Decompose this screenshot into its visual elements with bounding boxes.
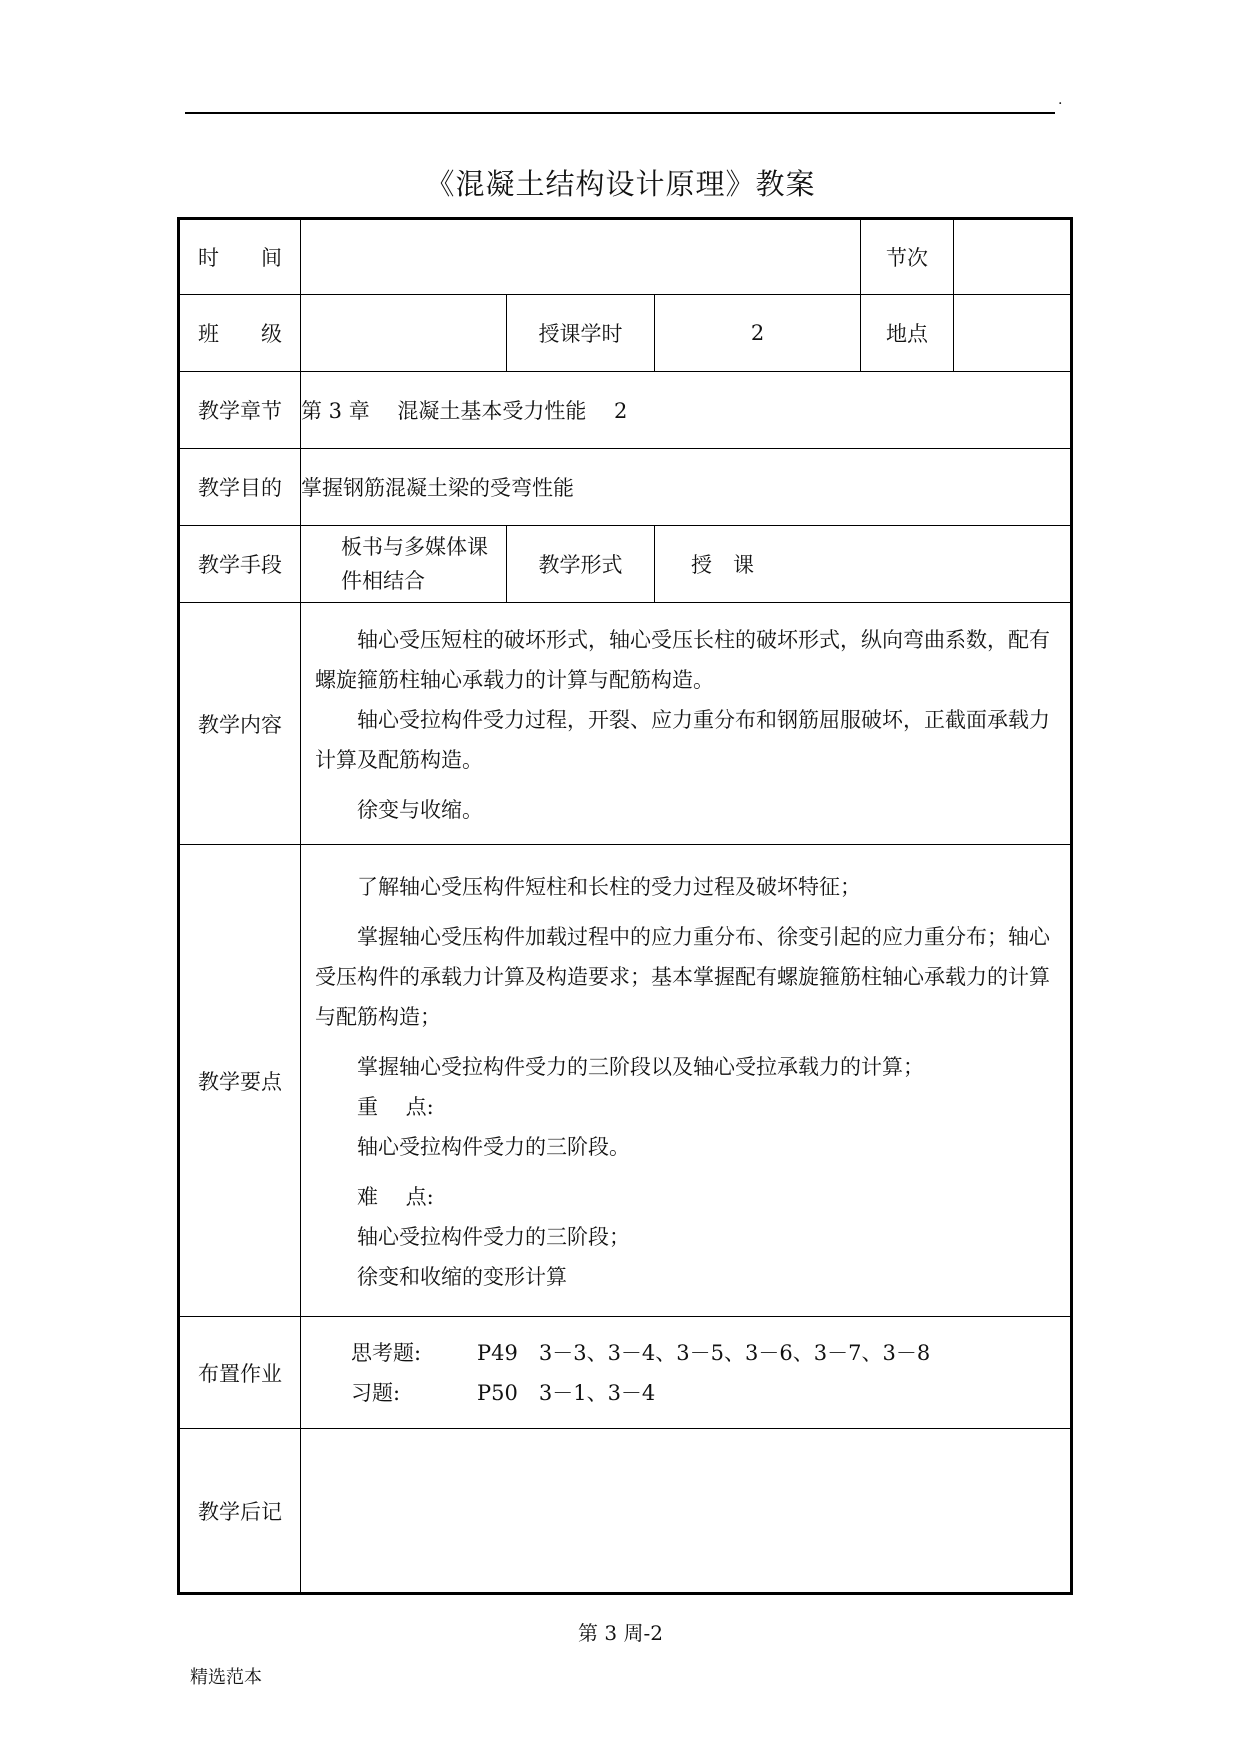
means-label: 教学手段 (179, 526, 301, 603)
think-label: 思考题: (351, 1340, 422, 1365)
homework-cell (301, 1317, 1072, 1429)
chapter-value[interactable]: 第 3 章 混凝土基本受力性能 2 (301, 372, 1072, 449)
think-value: P49 3－3、3－4、3－5、3－6、3－7、3－8 (477, 1340, 931, 1365)
goal-value[interactable]: 掌握钢筋混凝土梁的受弯性能 (301, 449, 1072, 526)
row-chapter (179, 372, 1072, 449)
keypoints-cell (301, 845, 1072, 1317)
goal-label: 教学目的 (179, 449, 301, 526)
difficult-point-value: 徐变和收缩的变形计算 (357, 1264, 567, 1289)
form-value[interactable]: 授 课 (655, 526, 1072, 603)
header-rule (185, 112, 1055, 114)
row-time (179, 219, 1072, 295)
header-dot: . (1058, 92, 1063, 108)
content-paragraph: 轴心受压短柱的破坏形式，轴心受压长柱的破坏形式，纵向弯曲系数，配有螺旋箍筋柱轴心承载力的计算与配筋构造。 (315, 627, 1050, 692)
means-value[interactable]: 板书与多媒体课件相结合 (301, 526, 507, 603)
keypoint-paragraph: 掌握轴心受拉构件受力的三阶段以及轴心受拉承载力的计算； (357, 1054, 924, 1079)
content-cell (301, 603, 1072, 845)
keypoints-label: 教学要点 (179, 845, 301, 1317)
notes-value[interactable] (301, 1429, 1072, 1594)
row-means (179, 526, 1072, 603)
keypoint-paragraph: 掌握轴心受压构件加载过程中的应力重分布、徐变引起的应力重分布；轴心受压构件的承载力计算及构造要求；基本掌握配有螺旋箍筋柱轴心承载力的计算与配筋构造； (315, 924, 1050, 1029)
keypoint-paragraph: 了解轴心受压构件短柱和长柱的受力过程及破坏特征； (357, 874, 861, 899)
section-value[interactable] (954, 219, 1072, 295)
content-label: 教学内容 (179, 603, 301, 845)
row-goal (179, 449, 1072, 526)
key-point-label: 重 点: (357, 1094, 434, 1119)
hours-value[interactable]: 2 (655, 295, 861, 372)
class-label: 班 级 (179, 295, 301, 372)
difficult-point-label: 难 点: (357, 1184, 434, 1209)
row-notes (179, 1429, 1072, 1594)
difficult-point-value: 轴心受拉构件受力的三阶段； (357, 1224, 630, 1249)
row-keypoints (179, 845, 1072, 1317)
content-paragraph: 徐变与收缩。 (357, 797, 483, 822)
exercise-value: P50 3－1、3－4 (477, 1380, 656, 1405)
homework-label: 布置作业 (179, 1317, 301, 1429)
exercise-label: 习题: (351, 1380, 401, 1405)
chapter-label: 教学章节 (179, 372, 301, 449)
row-class (179, 295, 1072, 372)
row-content (179, 603, 1072, 845)
time-value[interactable] (301, 219, 861, 295)
hours-label: 授课学时 (507, 295, 655, 372)
form-label: 教学形式 (507, 526, 655, 603)
place-value[interactable] (954, 295, 1072, 372)
content-paragraph: 轴心受拉构件受力过程，开裂、应力重分布和钢筋屈服破坏，正截面承载力计算及配筋构造。 (315, 707, 1050, 772)
place-label: 地点 (861, 295, 954, 372)
footer-note: 精选范本 (190, 1667, 262, 1688)
notes-label: 教学后记 (179, 1429, 301, 1594)
time-label: 时 间 (179, 219, 301, 295)
class-value[interactable] (301, 295, 507, 372)
page-number: 第 3 周-2 (578, 1621, 663, 1645)
key-point-value: 轴心受拉构件受力的三阶段。 (357, 1134, 630, 1159)
section-label: 节次 (861, 219, 954, 295)
document-title: 《混凝土结构设计原理》教案 (425, 167, 816, 201)
row-homework (179, 1317, 1072, 1429)
lesson-plan-table (177, 217, 1073, 1595)
